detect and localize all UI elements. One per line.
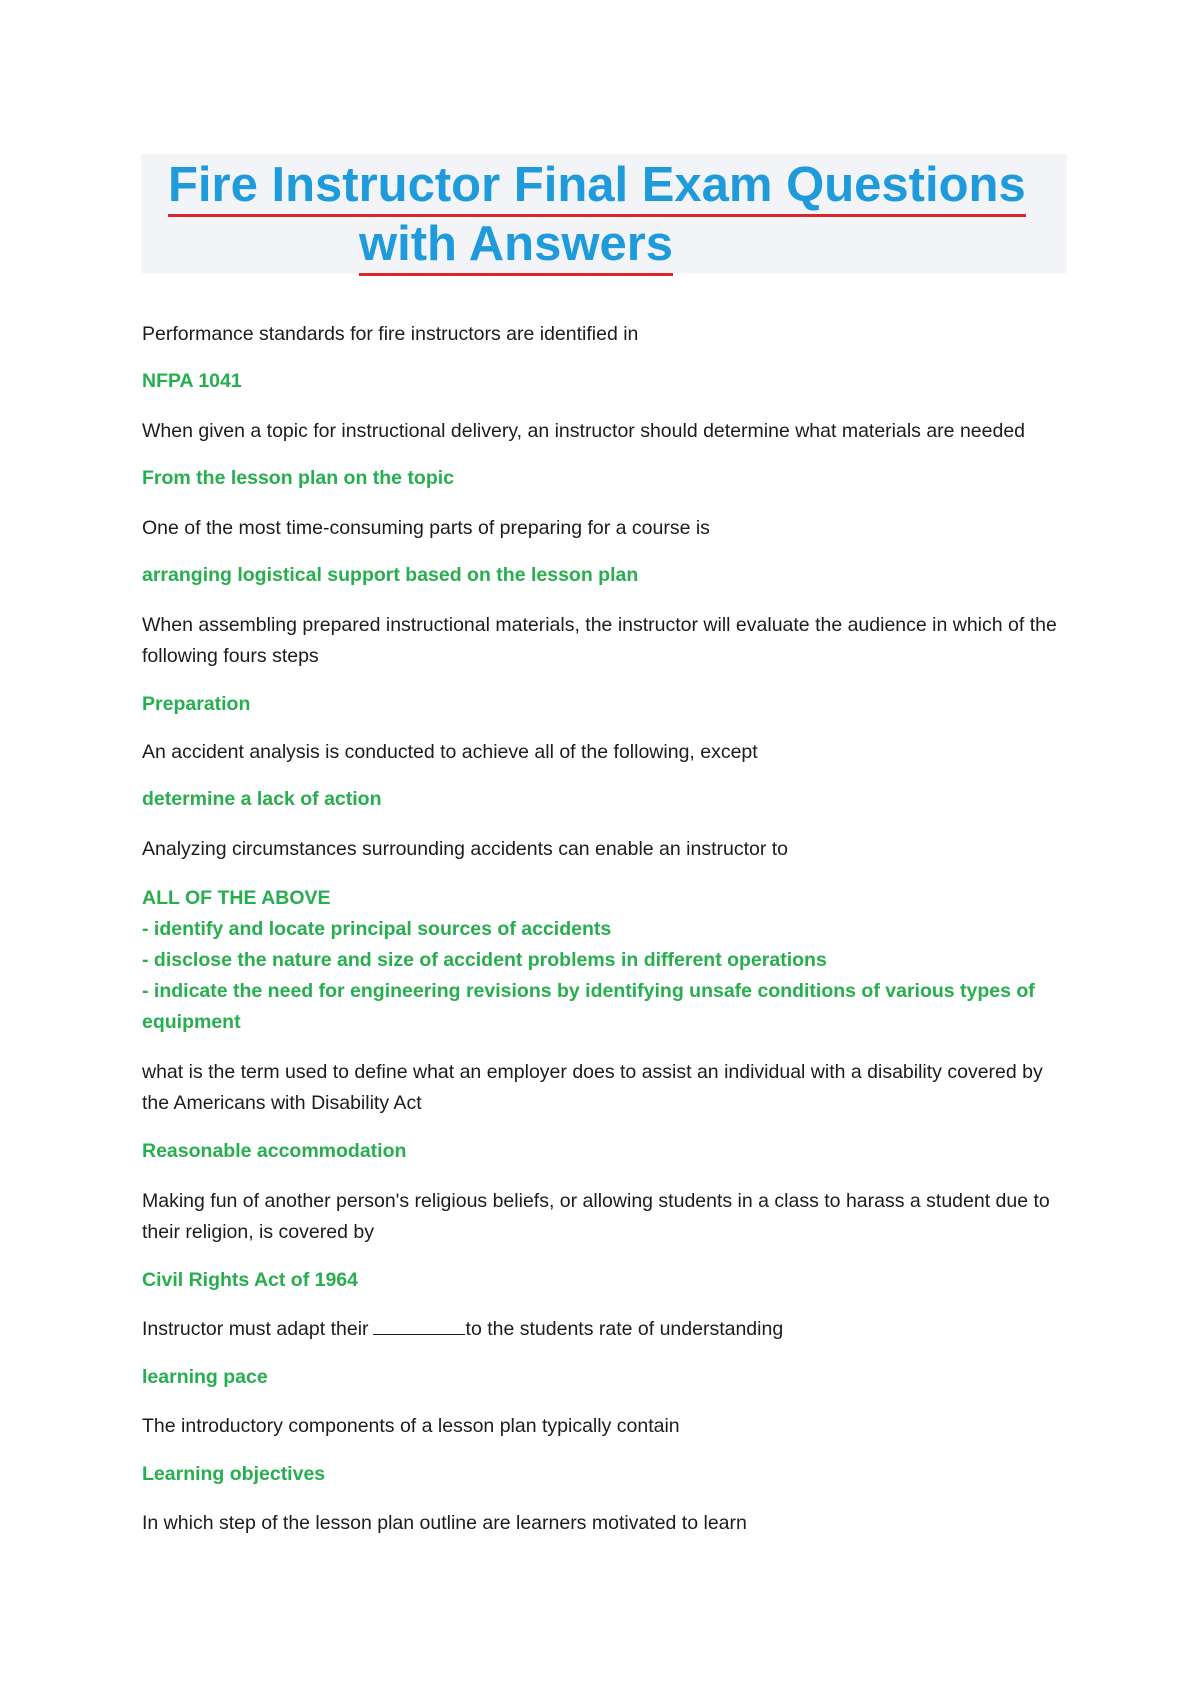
document-title-line-2: with Answers [359,216,673,276]
answer-9: learning pace [142,1366,268,1388]
answer-10: Learning objectives [142,1463,326,1485]
fill-in-blank [373,1316,465,1335]
title-banner [141,154,1067,273]
question-7: what is the term used to define what an employer does to assist an individual with a disability covered by the Americans with Disability Act [142,1061,1043,1114]
answer-1: NFPA 1041 [142,370,242,392]
question-9 [142,1314,1062,1345]
answer-3: arranging logistical support based on the lesson plan [142,564,639,586]
question-3: One of the most time-consuming parts of preparing for a course is [142,517,710,539]
question-11: In which step of the lesson plan outline are learners motivated to learn [142,1512,747,1534]
answer-5: determine a lack of action [142,788,382,810]
question-9-after-blank: to the students rate of understanding [465,1318,784,1340]
answer-4: Preparation [142,693,251,715]
question-4: When assembling prepared instructional materials, the instructor will evaluate the audience in which of the following fours steps [142,614,1057,667]
question-5: An accident analysis is conducted to achieve all of the following, except [142,741,758,763]
question-6: Analyzing circumstances surrounding accidents can enable an instructor to [142,838,789,860]
answer-7: Reasonable accommodation [142,1140,407,1162]
answer-8: Civil Rights Act of 1964 [142,1269,358,1291]
question-1: Performance standards for fire instructors are identified in [142,323,639,345]
answer-6-line-1: - identify and locate principal sources of accidents [142,918,612,940]
document-title-line-1: Fire Instructor Final Exam Questions [168,157,1026,217]
answer-6-line-2: - disclose the nature and size of accident problems in different operations [142,949,827,971]
question-2: When given a topic for instructional delivery, an instructor should determine what materials are needed [142,420,1026,442]
question-10: The introductory components of a lesson plan typically contain [142,1415,680,1437]
question-8: Making fun of another person's religious beliefs, or allowing students in a class to harass a student due to their religion, is covered by [142,1190,1050,1243]
answer-6-line-3: - indicate the need for engineering revisions by identifying unsafe conditions of various types of equipment [142,980,1035,1033]
answer-2: From the lesson plan on the topic [142,467,455,489]
answer-6: ALL OF THE ABOVE [142,887,331,909]
question-9-before-blank: Instructor must adapt their [142,1318,369,1340]
